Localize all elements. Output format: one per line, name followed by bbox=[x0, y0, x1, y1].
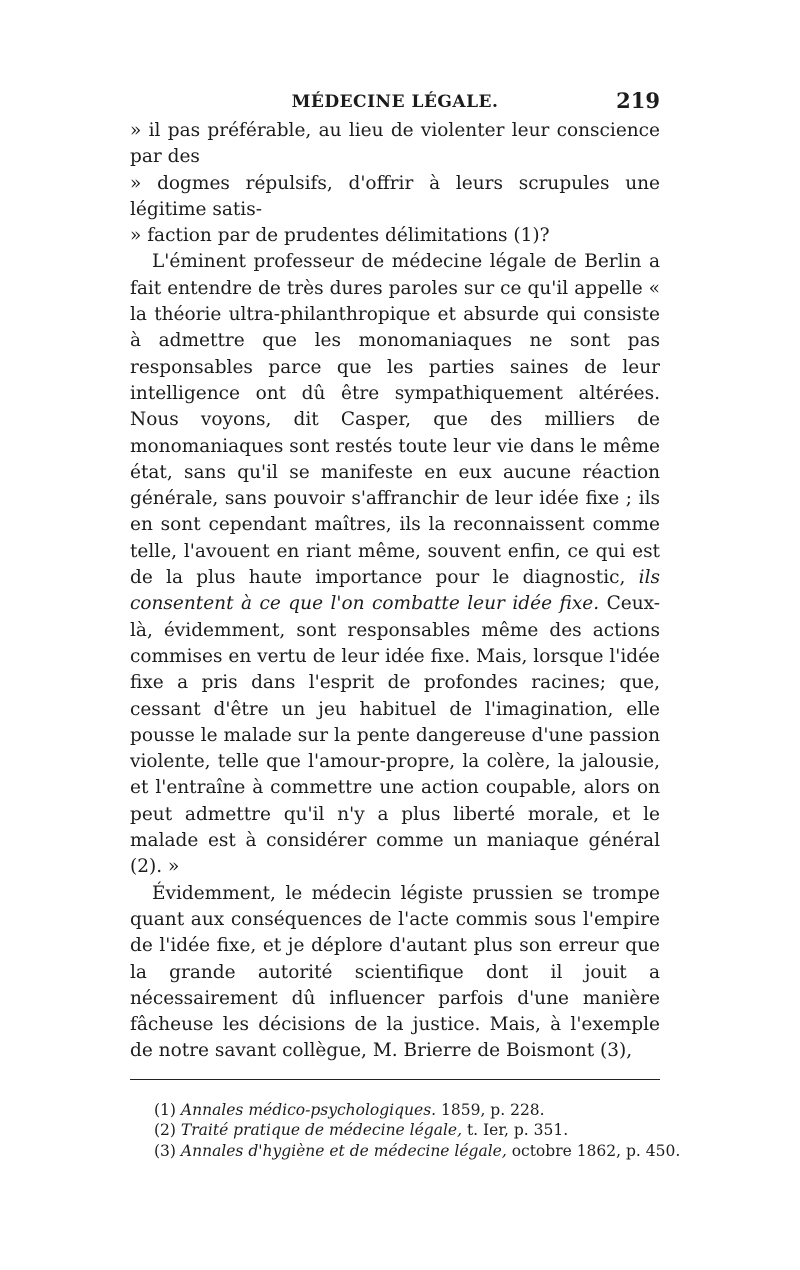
footnote-mark: (2) bbox=[154, 1121, 176, 1140]
running-head bbox=[130, 88, 660, 118]
footnote-detail: t. Ier, p. 351. bbox=[462, 1121, 569, 1140]
paragraph-commentary bbox=[130, 881, 660, 1065]
footnote-rule bbox=[130, 1079, 660, 1080]
paragraph-casper bbox=[130, 249, 660, 880]
footnote-source: Annales médico-psychologiques. bbox=[180, 1100, 437, 1119]
footnote-3 bbox=[154, 1141, 681, 1162]
footnote-detail: 1859, p. 228. bbox=[436, 1100, 545, 1119]
paragraph-text: Ceux-là, évidemment, sont responsables même des actions commises en vertu de leur idée fixe. Mais, lorsque l'idée fixe a pris dans l'esprit de profondes racines; que, cessant d'être un jeu habituel de l'imagination, elle pousse le malade sur la pente dangereuse d'une passion violente, telle que l'amour-propre, la colère, la jalousie, et l'entraîne à commettre une action coupable, alors on peut admettre qu'il n'y a plus liberté morale, et le malade est à considérer comme un maniaque général (2). » bbox=[130, 593, 660, 878]
page-number: 219 bbox=[616, 88, 660, 113]
running-title: MÉDECINE LÉGALE. bbox=[291, 92, 499, 112]
footnote-source: Annales d'hygiène et de médecine légale, bbox=[180, 1141, 507, 1160]
quote-line: » il pas préférable, au lieu de violenter leur conscience par des bbox=[130, 120, 660, 168]
paragraph-text: Évidemment, le médecin légiste prussien se trompe quant aux conséquences de l'acte commis sous l'empire de l'idée fixe, et je déplore d'autant plus son erreur que la grande autorité scientifique dont il jouit a nécessairement dû influencer parfois d'une manière fâcheuse les décisions de la justice. Mais, à l'exemple de notre savant collègue, M. Brierre de Boismont (3), bbox=[130, 882, 660, 1062]
footnote-source: Traité pratique de médecine légale, bbox=[180, 1121, 463, 1140]
body-text bbox=[130, 118, 660, 1065]
footnote-detail: octobre 1862, p. 450. bbox=[506, 1141, 681, 1160]
footnotes bbox=[130, 1100, 681, 1162]
paragraph-text: L'éminent professeur de médecine légale de Berlin a fait entendre de très dures paroles sur ce qu'il appelle « la théorie ultra-philanthropique et absurde qui consiste à admettre que les monomaniaques ne sont pas responsables parce que les parties saines de leur intelligence ont dû être sympathiquement altérées. Nous voyons, dit Casper, que des milliers de monomaniaques sont restés toute leur vie dans le même état, sans qu'il se manifeste en eux aucune réaction générale, sans pouvoir s'affranchir de leur idée fixe ; ils en sont cependant maîtres, ils la reconnaissent comme telle, l'avouent en riant même, souvent enfin, ce qui est de la plus haute importance pour le diagnostic, bbox=[130, 251, 660, 589]
italic-phrase: ils consentent à ce que l'on combatte leur idée fixe. bbox=[130, 567, 660, 615]
paragraph-continued-quote bbox=[130, 118, 660, 249]
quote-line: » faction par de prudentes délimitations (1)? bbox=[130, 225, 550, 247]
footnote-1 bbox=[154, 1100, 660, 1121]
footnote-mark: (3) bbox=[154, 1141, 176, 1160]
footnote-mark: (1) bbox=[154, 1100, 176, 1119]
footnote-2 bbox=[154, 1120, 660, 1141]
book-page bbox=[130, 88, 681, 1161]
quote-line: » dogmes répulsifs, d'offrir à leurs scrupules une légitime satis- bbox=[130, 172, 660, 220]
